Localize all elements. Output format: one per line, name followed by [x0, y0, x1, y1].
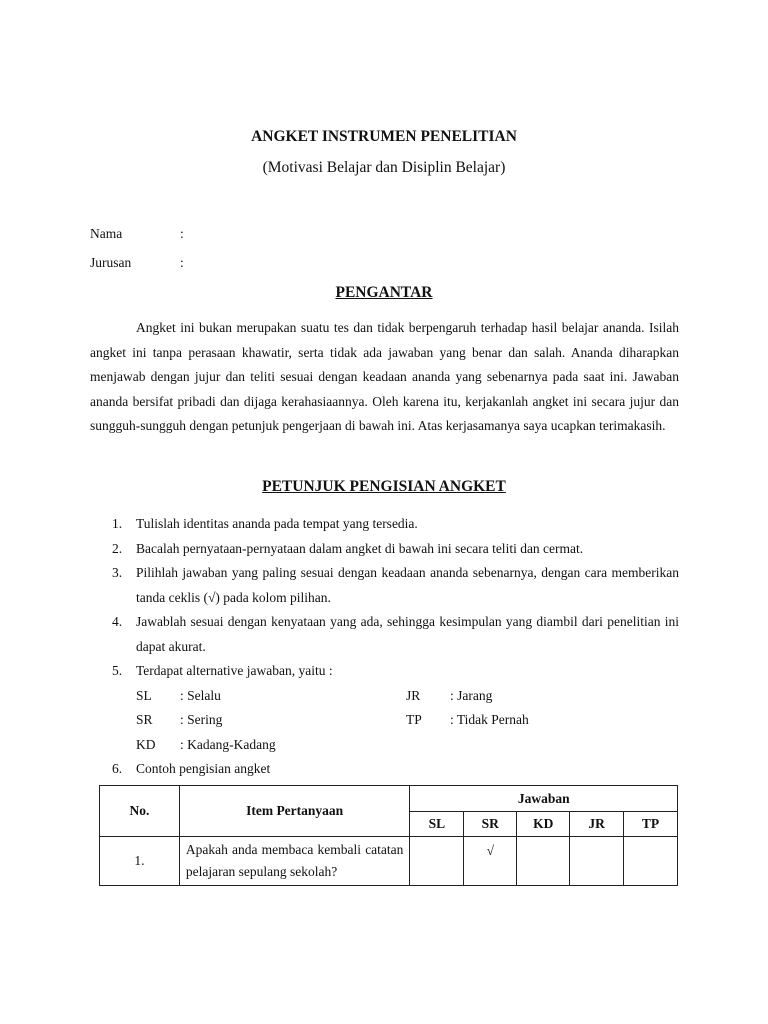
alternative-row	[136, 684, 679, 709]
identity-label: Nama	[90, 226, 123, 241]
answer-cell	[570, 837, 624, 886]
pengantar-heading: PENGANTAR	[335, 284, 433, 301]
alternative-code: JR	[406, 687, 421, 703]
alternative-code: SL	[136, 687, 152, 703]
document-subtitle: (Motivasi Belajar dan Disiplin Belajar)	[262, 159, 506, 176]
row-question: Apakah anda membaca kembali catatan pelajaran sepulang sekolah?	[179, 837, 410, 886]
alternative-row	[136, 708, 679, 733]
header-option: TP	[624, 812, 678, 837]
answer-cell	[624, 837, 678, 886]
alternative-desc: : Sering	[180, 712, 223, 727]
header-jawaban: Jawaban	[410, 786, 678, 812]
alternative-code: TP	[406, 712, 422, 727]
list-number: 6.	[112, 761, 123, 776]
list-number: 2.	[112, 540, 123, 556]
list-item	[90, 757, 679, 782]
list-item	[90, 512, 679, 537]
list-text: Tulislah identitas ananda pada tempat yang tersedia.	[136, 516, 418, 531]
header-option: JR	[570, 812, 624, 837]
list-text: Jawablah sesuai dengan kenyataan yang ada, sehingga kesimpulan yang diambil dari penelitian ini dapat akurat.	[136, 614, 679, 654]
alternative-desc: : Tidak Pernah	[450, 712, 529, 727]
answer-cell	[410, 837, 464, 886]
header-option: KD	[517, 812, 570, 837]
alternative-row	[136, 733, 679, 758]
list-number: 1.	[112, 516, 123, 531]
list-number: 5.	[112, 663, 123, 678]
list-item	[90, 537, 679, 562]
identity-separator: :	[180, 226, 184, 241]
alternatives-grid	[90, 684, 679, 758]
header-option: SL	[410, 812, 464, 837]
identity-label: Jurusan	[90, 255, 132, 270]
example-table	[99, 785, 678, 886]
list-text: Pilihlah jawaban yang paling sesuai dengan keadaan ananda sebenarnya, dengan cara memberikan tanda ceklis (√) pada kolom pilihan.	[136, 565, 679, 605]
petunjuk-list	[90, 512, 679, 782]
list-text: Bacalah pernyataan-pernyataan dalam angket di bawah ini secara teliti dan cermat.	[136, 540, 584, 556]
alternative-desc: : Jarang	[450, 687, 493, 703]
list-item	[90, 561, 679, 610]
header-no: No.	[100, 786, 180, 837]
list-number: 4.	[112, 614, 123, 629]
pengantar-text: Angket ini bukan merupakan suatu tes dan tidak berpengaruh terhadap hasil belajar ananda. Isilah angket ini tanpa perasaan khawatir, serta tidak ada jawaban yang benar dan salah. Ananda diharapkan menjawab dengan jujur dan teliti sesuai dengan keadaan ananda yang sebenarnya pada saat ini. Jawaban ananda bersifat pribadi dan dijaga kerahasiaannya. Oleh karena itu, kerjakanlah angket ini secara jujur dan sungguh-sungguh dengan petunjuk pengerjaan di bawah ini. Atas kerjasamanya saya ucapkan terimakasih.	[90, 320, 679, 433]
answer-cell	[517, 837, 570, 886]
alternative-code: KD	[136, 736, 156, 752]
alternative-desc: : Kadang-Kadang	[180, 736, 276, 752]
header-option: SR	[464, 812, 517, 837]
pengantar-paragraph	[90, 316, 679, 439]
petunjuk-heading: PETUNJUK PENGISIAN ANGKET	[262, 478, 506, 495]
header-item: Item Pertanyaan	[179, 786, 410, 837]
list-text: Terdapat alternative jawaban, yaitu :	[136, 663, 333, 678]
row-number: 1.	[100, 837, 180, 886]
alternative-code: SR	[136, 712, 153, 727]
table-header-row	[100, 786, 678, 812]
list-number: 3.	[112, 565, 123, 580]
list-item	[90, 610, 679, 659]
answer-cell: √	[464, 837, 517, 886]
identity-row-jurusan	[90, 255, 184, 271]
list-item	[90, 659, 679, 684]
identity-separator: :	[180, 255, 184, 270]
alternative-desc: : Selalu	[180, 687, 221, 703]
document-title: ANGKET INSTRUMEN PENELITIAN	[251, 128, 517, 145]
list-text: Contoh pengisian angket	[136, 761, 271, 776]
identity-row-nama	[90, 226, 184, 242]
table-row	[100, 837, 678, 886]
